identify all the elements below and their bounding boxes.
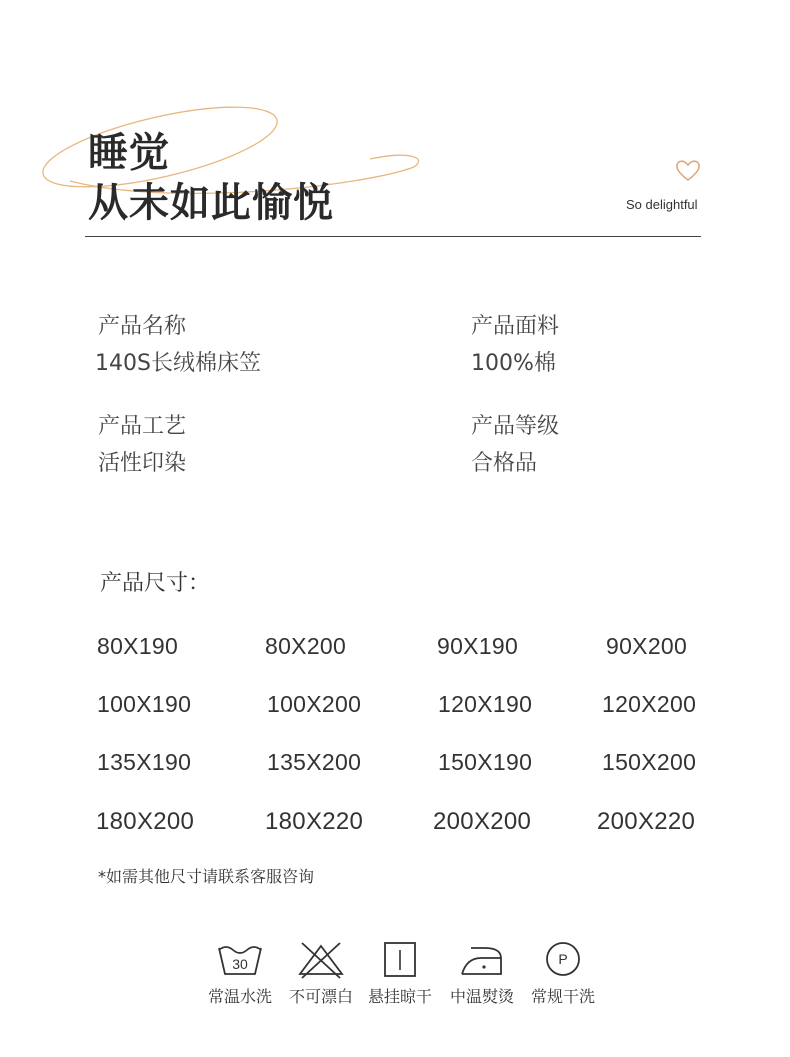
headline-line-1: 睡觉 xyxy=(88,130,170,176)
header-divider xyxy=(85,236,701,237)
spec-label: 产品等级 xyxy=(471,414,560,439)
size-cell: 80X200 xyxy=(265,633,347,659)
spec-process xyxy=(98,409,186,477)
size-cell: 200X220 xyxy=(597,808,696,835)
size-cell: 90X190 xyxy=(437,633,519,659)
care-item xyxy=(287,940,355,1007)
size-cell: 135X200 xyxy=(267,749,362,775)
care-item xyxy=(366,940,434,1007)
hang-dry-icon xyxy=(375,940,425,980)
size-cell: 100X200 xyxy=(267,691,362,717)
dry-clean-badge: P xyxy=(558,951,568,967)
size-note: *如需其他尺寸请联系客服咨询 xyxy=(98,867,315,886)
size-cell: 120X200 xyxy=(602,691,697,717)
iron-medium-icon xyxy=(457,940,507,980)
spec-value: 140S长绒棉床笠 xyxy=(95,351,261,376)
size-cell: 100X190 xyxy=(97,691,192,717)
care-item xyxy=(448,940,516,1007)
no-bleach-icon xyxy=(296,940,346,980)
size-cell: 150X190 xyxy=(438,749,533,775)
care-label: 常规干洗 xyxy=(530,987,595,1006)
size-cell: 80X190 xyxy=(97,633,179,659)
spec-value: 合格品 xyxy=(471,451,538,476)
heart-icon xyxy=(674,157,702,183)
care-label: 悬挂晾干 xyxy=(367,987,432,1006)
size-cell: 90X200 xyxy=(606,633,688,659)
spec-value: 100%棉 xyxy=(471,351,556,376)
spec-fabric xyxy=(471,309,559,377)
care-label: 常温水洗 xyxy=(207,987,272,1006)
spec-label: 产品工艺 xyxy=(98,414,187,439)
size-cell: 180X200 xyxy=(96,808,195,835)
dry-clean-icon xyxy=(538,940,588,980)
care-label: 不可漂白 xyxy=(288,987,353,1006)
tagline: So delightful xyxy=(626,197,698,212)
care-item xyxy=(206,940,274,1007)
wash-30-icon xyxy=(215,940,265,980)
page-headline xyxy=(88,128,334,228)
size-cell: 135X190 xyxy=(97,749,192,775)
care-item xyxy=(529,940,597,1007)
wash-temp-badge: 30 xyxy=(232,956,248,972)
spec-label: 产品名称 xyxy=(98,314,187,339)
headline-line-2: 从未如此愉悦 xyxy=(88,180,334,226)
spec-label: 产品面料 xyxy=(471,314,560,339)
spec-name xyxy=(95,309,261,377)
size-cell: 180X220 xyxy=(265,808,364,835)
spec-grade xyxy=(471,409,559,477)
sizes-title: 产品尺寸： xyxy=(100,571,211,596)
size-cell: 120X190 xyxy=(438,691,533,717)
size-cell: 200X200 xyxy=(433,808,532,835)
care-label: 中温熨烫 xyxy=(449,987,514,1006)
size-cell: 150X200 xyxy=(602,749,697,775)
spec-value: 活性印染 xyxy=(98,451,187,476)
